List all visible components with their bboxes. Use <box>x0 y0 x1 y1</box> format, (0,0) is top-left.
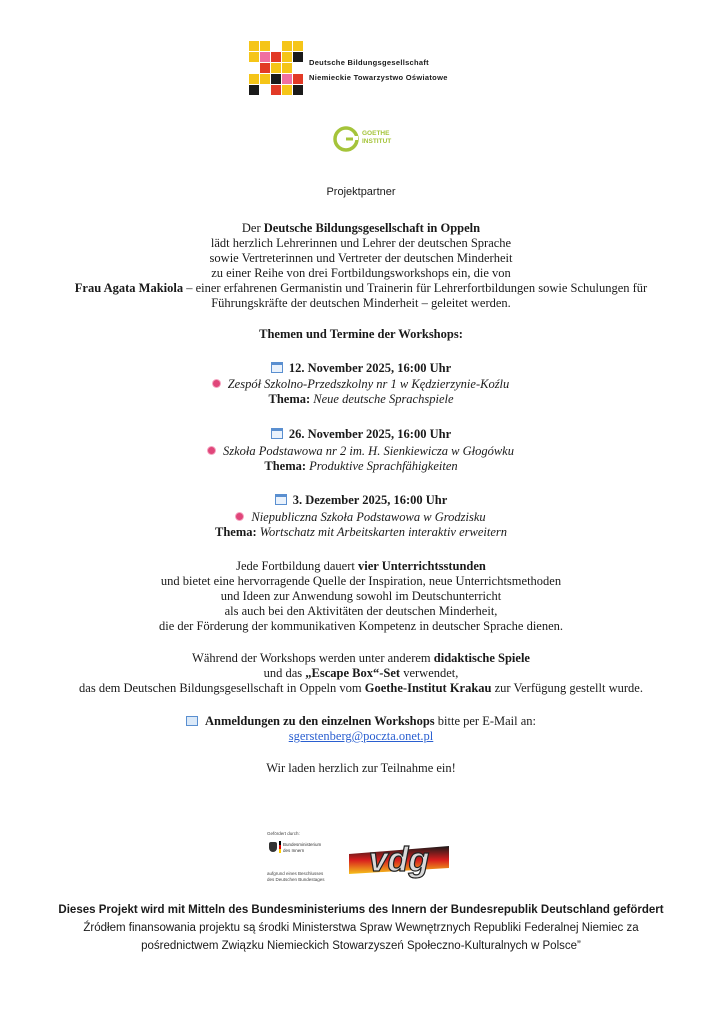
organizer-name: Deutsche Bildungsgesellschaft in Oppeln <box>263 221 481 235</box>
location-pin-icon <box>213 380 220 387</box>
intro-line-4: zu einer Reihe von drei Fortbildungsworkshops ein, die von <box>211 266 511 280</box>
partner-label: Projektpartner <box>326 186 396 198</box>
registration-bold: Anmeldungen zu den einzelnen Workshops <box>204 714 435 728</box>
funding-pl-2: pośrednictwem Związku Niemieckich Stowarzyszeń Społeczno-Kulturalnych w Polsce” <box>141 940 581 952</box>
goethe-logo-text-1: GOETHE <box>362 130 390 137</box>
workshop-2-place <box>0 444 722 459</box>
workshop-3-topic-text: Wortschatz mit Arbeitskarten interaktiv erweitern <box>259 525 507 539</box>
goethe-logo-icon <box>333 126 359 152</box>
funding-de: Dieses Projekt wird mit Mitteln des Bundesministeriums des Innern der Bundesrepublik Deutschland gefördert <box>58 904 664 916</box>
calendar-icon <box>271 362 283 373</box>
intro-line-1-pre: Der <box>241 221 264 235</box>
funding-pl-1: Źródłem finansowania projektu są środki Ministerstwa Spraw Wewnętrznych Republiki Federalnej Niemiec za <box>83 922 639 934</box>
duration-text: vier Unterrichtsstunden <box>357 559 486 573</box>
registration-rest: bitte per E-Mail an: <box>434 714 537 728</box>
bmi-logo-line-2: Bundesministerium <box>283 842 322 847</box>
email-icon <box>186 716 198 726</box>
workshop-2-date <box>0 427 722 442</box>
intro-line-5 <box>0 281 722 296</box>
vdg-logo-graphic <box>345 838 453 880</box>
workshop-2-date-text: 26. November 2025, 16:00 Uhr <box>288 427 452 441</box>
materials-line-2-post: verwendet, <box>400 666 459 680</box>
trainer-name: Frau Agata Makiola <box>74 281 184 295</box>
escape-box-text: „Escape Box“-Set <box>305 666 401 680</box>
workshop-2-place-text: Szkoła Podstawowa nr 2 im. H. Sienkiewicza w Głogówku <box>223 444 514 458</box>
mosaic-logo-mark <box>249 41 303 95</box>
goethe-logo-text-2: INSTITUT <box>362 138 392 145</box>
materials-line-3-post: zur Verfügung gestellt wurde. <box>491 681 643 695</box>
dbg-logo-text-2: Niemieckie Towarzystwo Oświatowe <box>309 73 448 82</box>
materials-line-1 <box>0 651 722 666</box>
workshops-heading <box>0 327 722 342</box>
goethe-krakau-text: Goethe-Institut Krakau <box>364 681 492 695</box>
calendar-icon <box>271 428 283 439</box>
vdg-logo-text: vdg <box>368 841 430 879</box>
calendar-icon <box>275 494 287 505</box>
registration-line <box>0 714 722 729</box>
location-pin-icon <box>208 447 215 454</box>
workshop-2-topic <box>0 459 722 474</box>
closing-text: Wir laden herzlich zur Teilnahme ein! <box>266 761 456 775</box>
workshop-3-place-text: Niepubliczna Szkoła Podstawowa w Grodzisku <box>251 510 486 524</box>
workshop-2-topic-label: Thema: <box>264 459 307 473</box>
bmi-logo-line-4: aufgrund eines Beschlusses <box>267 871 324 876</box>
workshop-3-date-text: 3. Dezember 2025, 16:00 Uhr <box>292 493 448 507</box>
intro-line-2: lädt herzlich Lehrerinnen und Lehrer der deutschen Sprache <box>210 236 512 250</box>
location-pin-icon <box>236 513 243 520</box>
workshop-1-date <box>0 361 722 376</box>
workshop-1-topic-label: Thema: <box>268 392 311 406</box>
materials-line-2-pre: und das <box>263 666 306 680</box>
dbg-logo <box>249 41 303 95</box>
german-eagle-icon <box>269 842 277 852</box>
bmi-logo <box>267 831 339 883</box>
workshop-3-date <box>0 493 722 508</box>
workshop-1-place-text: Zespół Szkolno-Przedszkolny nr 1 w Kędzierzynie-Koźlu <box>227 377 510 391</box>
workshop-2-topic-text: Produktive Sprachfähigkeiten <box>309 459 458 473</box>
bmi-logo-line-3: des Innern <box>283 848 305 853</box>
workshop-3-topic <box>0 525 722 540</box>
materials-line-1-pre: Während der Workshops werden unter anderem <box>192 651 434 665</box>
materials-line-3-pre: das dem Deutschen Bildungsgesellschaft in Oppeln vom <box>79 681 365 695</box>
workshop-1-date-text: 12. November 2025, 16:00 Uhr <box>288 361 452 375</box>
email-line <box>0 729 722 744</box>
intro-line-1 <box>0 221 722 236</box>
bmi-logo-line-1: Gefördert durch: <box>267 831 300 836</box>
materials-line-3 <box>0 681 722 696</box>
german-flag-bar <box>279 841 281 853</box>
email-link[interactable]: sgerstenberg@poczta.onet.pl <box>288 729 434 743</box>
intro-line-6: Führungskräfte der deutschen Minderheit – geleitet werden. <box>211 296 511 310</box>
goethe-logo <box>333 126 403 154</box>
workshop-1-topic <box>0 392 722 407</box>
intro-line-3: sowie Vertreterinnen und Vertreter der deutschen Minderheit <box>209 251 513 265</box>
workshops-heading-text: Themen und Termine der Workshops: <box>259 327 463 341</box>
didactic-games-text: didaktische Spiele <box>433 651 530 665</box>
dbg-logo-text-1: Deutsche Bildungsgesellschaft <box>309 58 429 67</box>
details-line-5: die der Förderung der kommunikativen Kompetenz in deutscher Sprache dienen. <box>158 619 564 633</box>
bmi-logo-line-5: des Deutschen Bundestages <box>267 877 325 882</box>
details-line-2: und bietet eine hervorragende Quelle der Inspiration, neue Unterrichtsmethoden <box>160 574 562 588</box>
materials-line-2 <box>0 666 722 681</box>
workshop-3-place <box>0 510 722 525</box>
intro-line-5-rest: – einer erfahrenen Germanistin und Trainerin für Lehrerfortbildungen sowie Schulungen für <box>183 281 648 295</box>
workshop-3-topic-label: Thema: <box>215 525 257 539</box>
details-line-3: und Ideen zur Anwendung sowohl im Deutschunterricht <box>220 589 502 603</box>
workshop-1-place <box>0 377 722 392</box>
vdg-logo <box>345 838 453 880</box>
details-line-4: als auch bei den Aktivitäten der deutschen Minderheit, <box>224 604 498 618</box>
details-line-1-pre: Jede Fortbildung dauert <box>236 559 358 573</box>
details-line-1 <box>0 559 722 574</box>
workshop-1-topic-text: Neue deutsche Sprachspiele <box>313 392 454 406</box>
